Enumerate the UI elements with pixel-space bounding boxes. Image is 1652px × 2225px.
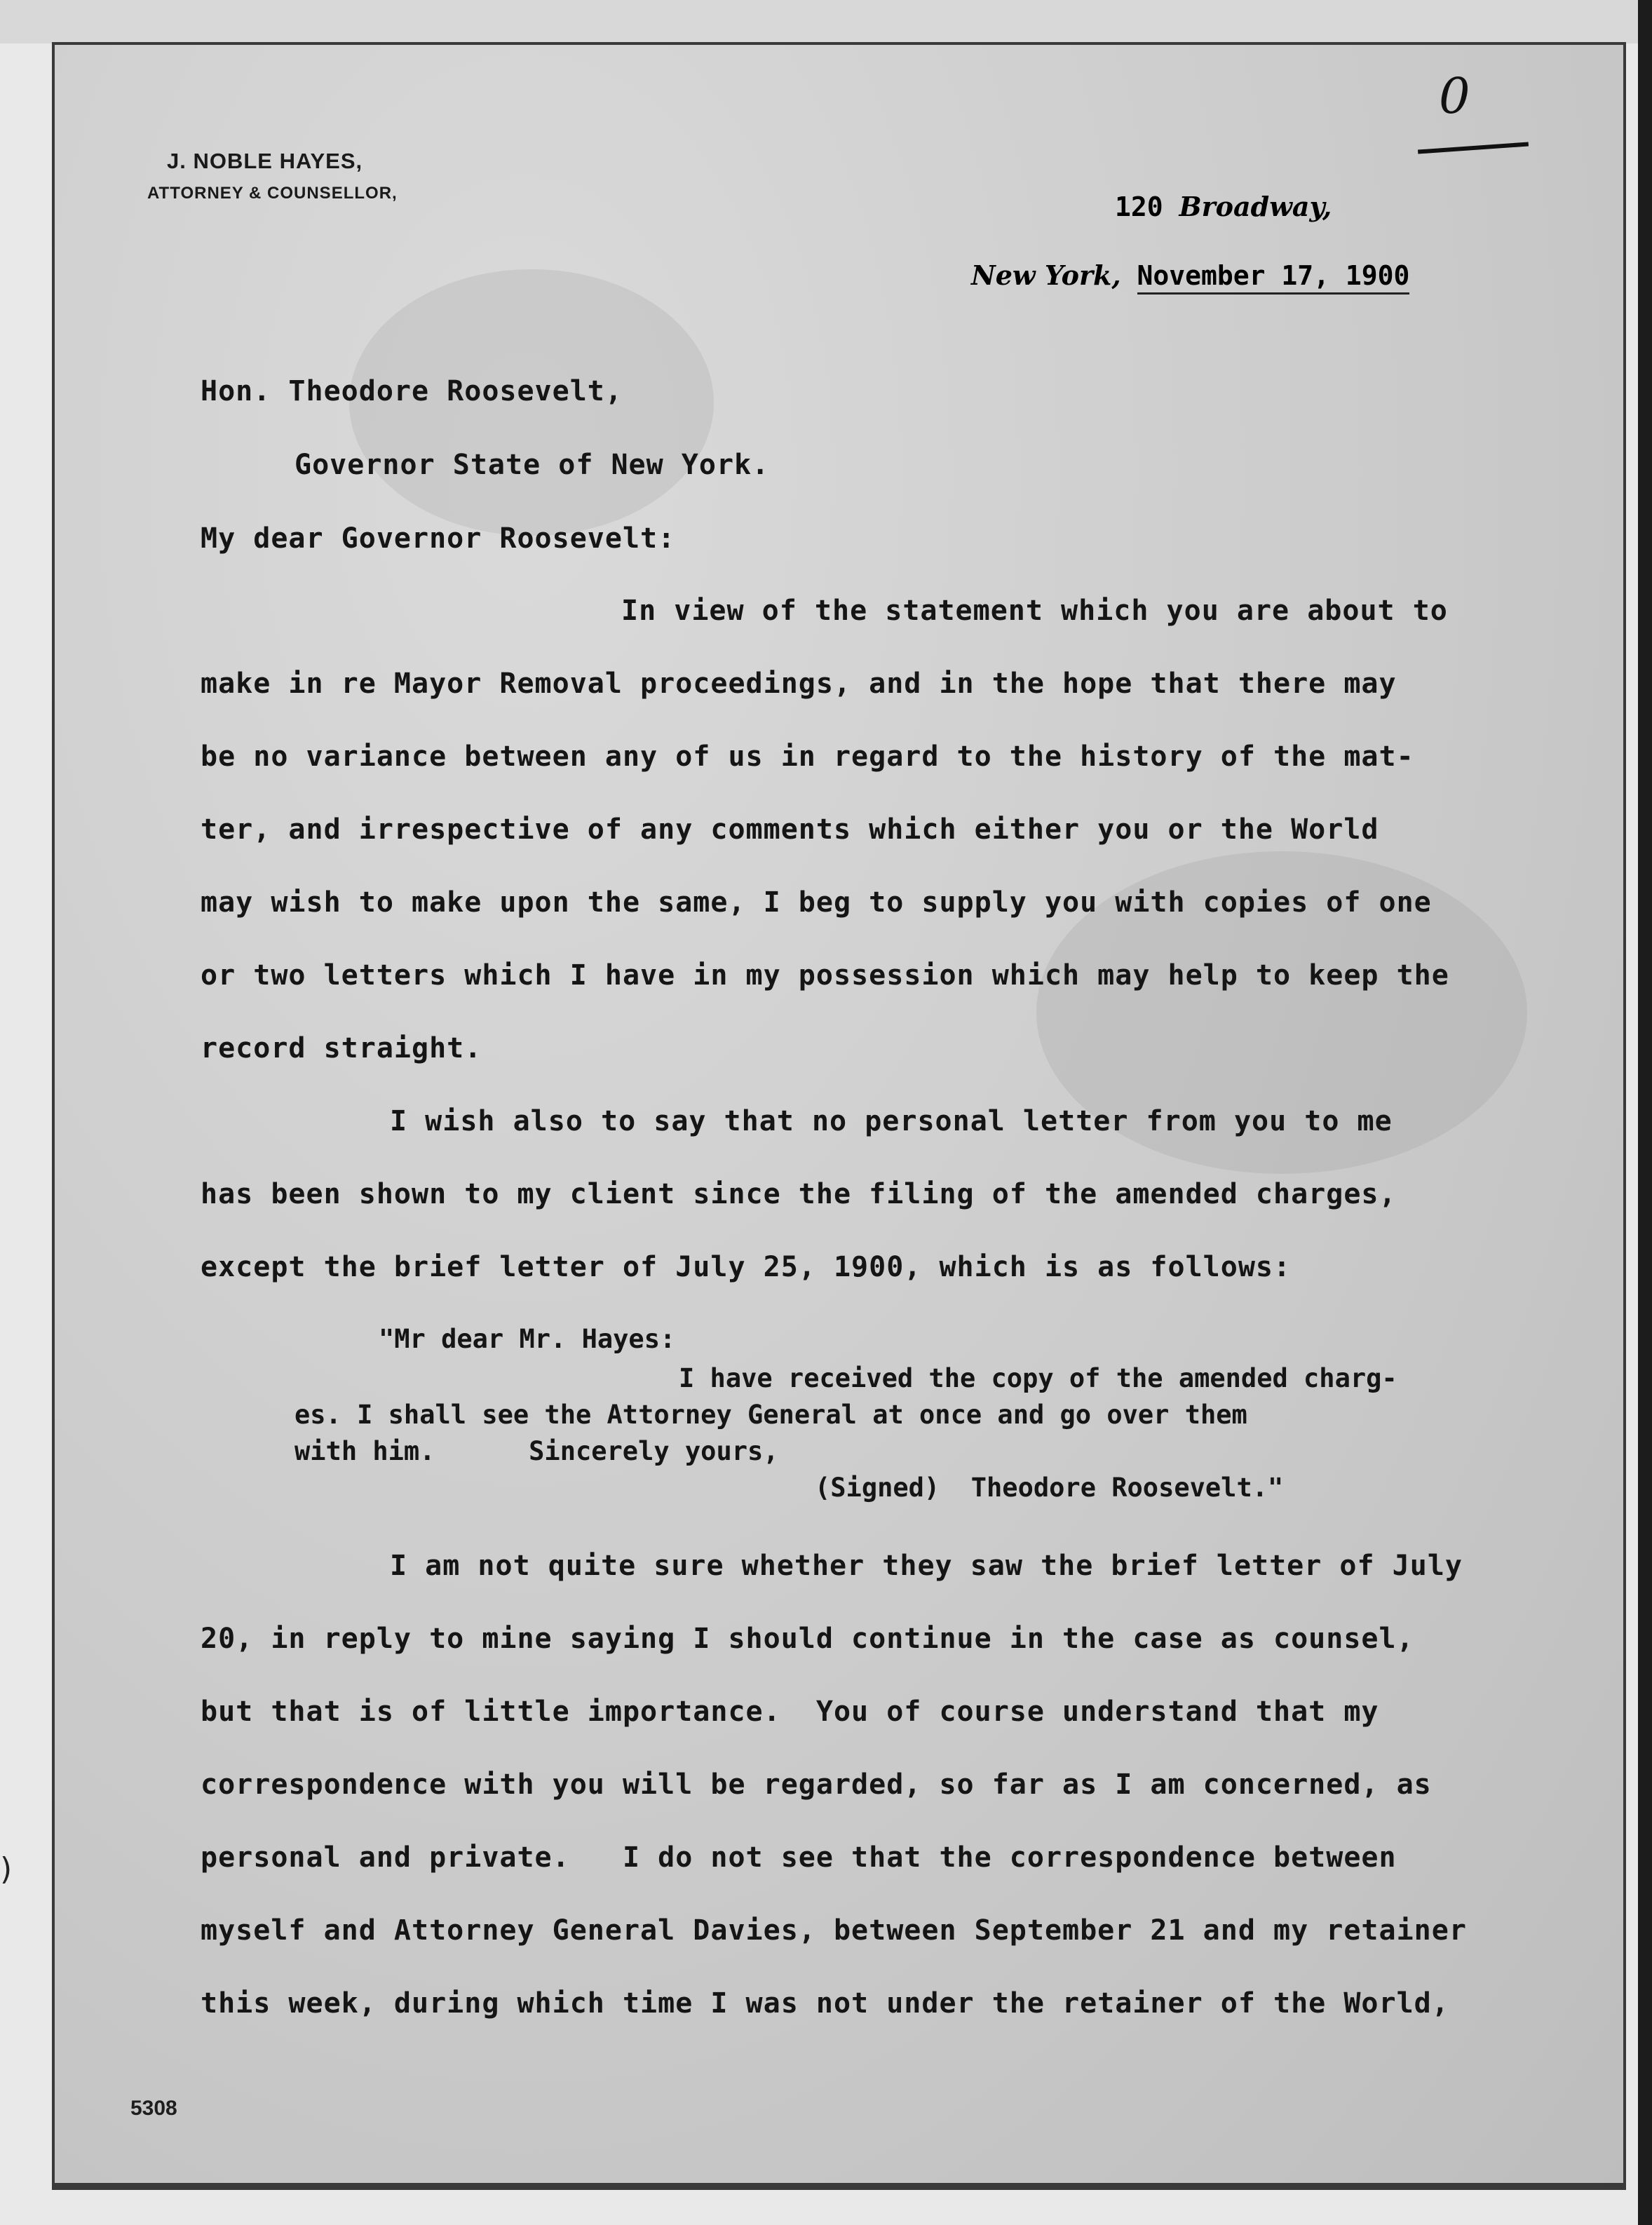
- body-line: In view of the statement which you are about to: [621, 595, 1448, 627]
- body-line: I wish also to say that no personal letter from you to me: [390, 1105, 1393, 1137]
- body-line: I am not quite sure whether they saw the brief letter of July: [390, 1550, 1463, 1582]
- quoted-salutation: "Mr dear Mr. Hayes:: [379, 1324, 676, 1354]
- body-line: has been shown to my client since the filing of the amended charges,: [201, 1178, 1397, 1210]
- body-line: or two letters which I have in my possession which may help to keep the: [201, 959, 1449, 992]
- greeting: My dear Governor Roosevelt:: [201, 522, 676, 555]
- body-line: but that is of little importance. You of course understand that my: [201, 1696, 1379, 1728]
- body-line: ter, and irrespective of any comments which either you or the World: [201, 813, 1379, 846]
- body-line: 20, in reply to mine saying I should continue in the case as counsel,: [201, 1623, 1414, 1655]
- body-line: myself and Attorney General Davies, between September 21 and my retainer: [201, 1914, 1467, 1947]
- street-name: Broadway,: [1179, 191, 1332, 222]
- scan-right-margin: [1638, 0, 1652, 2225]
- sender-address: [1115, 191, 1332, 222]
- letter-date: November 17, 1900: [1137, 260, 1410, 295]
- body-line: record straight.: [201, 1032, 482, 1064]
- quoted-line: es. I shall see the Attorney General at once and go over them: [294, 1400, 1247, 1430]
- letterhead-name: J. NOBLE HAYES,: [167, 149, 363, 173]
- body-line: correspondence with you will be regarded, so far as I am concerned, as: [201, 1768, 1432, 1801]
- body-line: be no variance between any of us in regard to the history of the mat-: [201, 740, 1414, 773]
- dateline: [971, 259, 1409, 291]
- body-line: this week, during which time I was not under the retainer of the World,: [201, 1987, 1449, 2020]
- quoted-line: with him. Sincerely yours,: [294, 1436, 779, 1466]
- scan-top-margin: [0, 0, 1652, 43]
- letterhead-title: ATTORNEY & COUNSELLOR,: [147, 184, 398, 203]
- folio-mark: 0: [1439, 67, 1470, 125]
- street-number: 120: [1115, 191, 1163, 222]
- body-line: make in re Mayor Removal proceedings, and in the hope that there may: [201, 668, 1397, 700]
- margin-mark: ): [0, 1851, 13, 1887]
- body-line: may wish to make upon the same, I beg to supply you with copies of one: [201, 886, 1432, 919]
- quoted-line: I have received the copy of the amended charg-: [679, 1363, 1397, 1393]
- body-line: except the brief letter of July 25, 1900, which is as follows:: [201, 1251, 1292, 1283]
- page-number: 5308: [130, 2097, 177, 2120]
- quoted-signature: (Signed) Theodore Roosevelt.": [815, 1473, 1284, 1503]
- body-line: personal and private. I do not see that the correspondence between: [201, 1841, 1397, 1874]
- addressee-office: Governor State of New York.: [294, 449, 770, 481]
- addressee: Hon. Theodore Roosevelt,: [201, 375, 623, 407]
- dateline-city: New York,: [971, 259, 1121, 291]
